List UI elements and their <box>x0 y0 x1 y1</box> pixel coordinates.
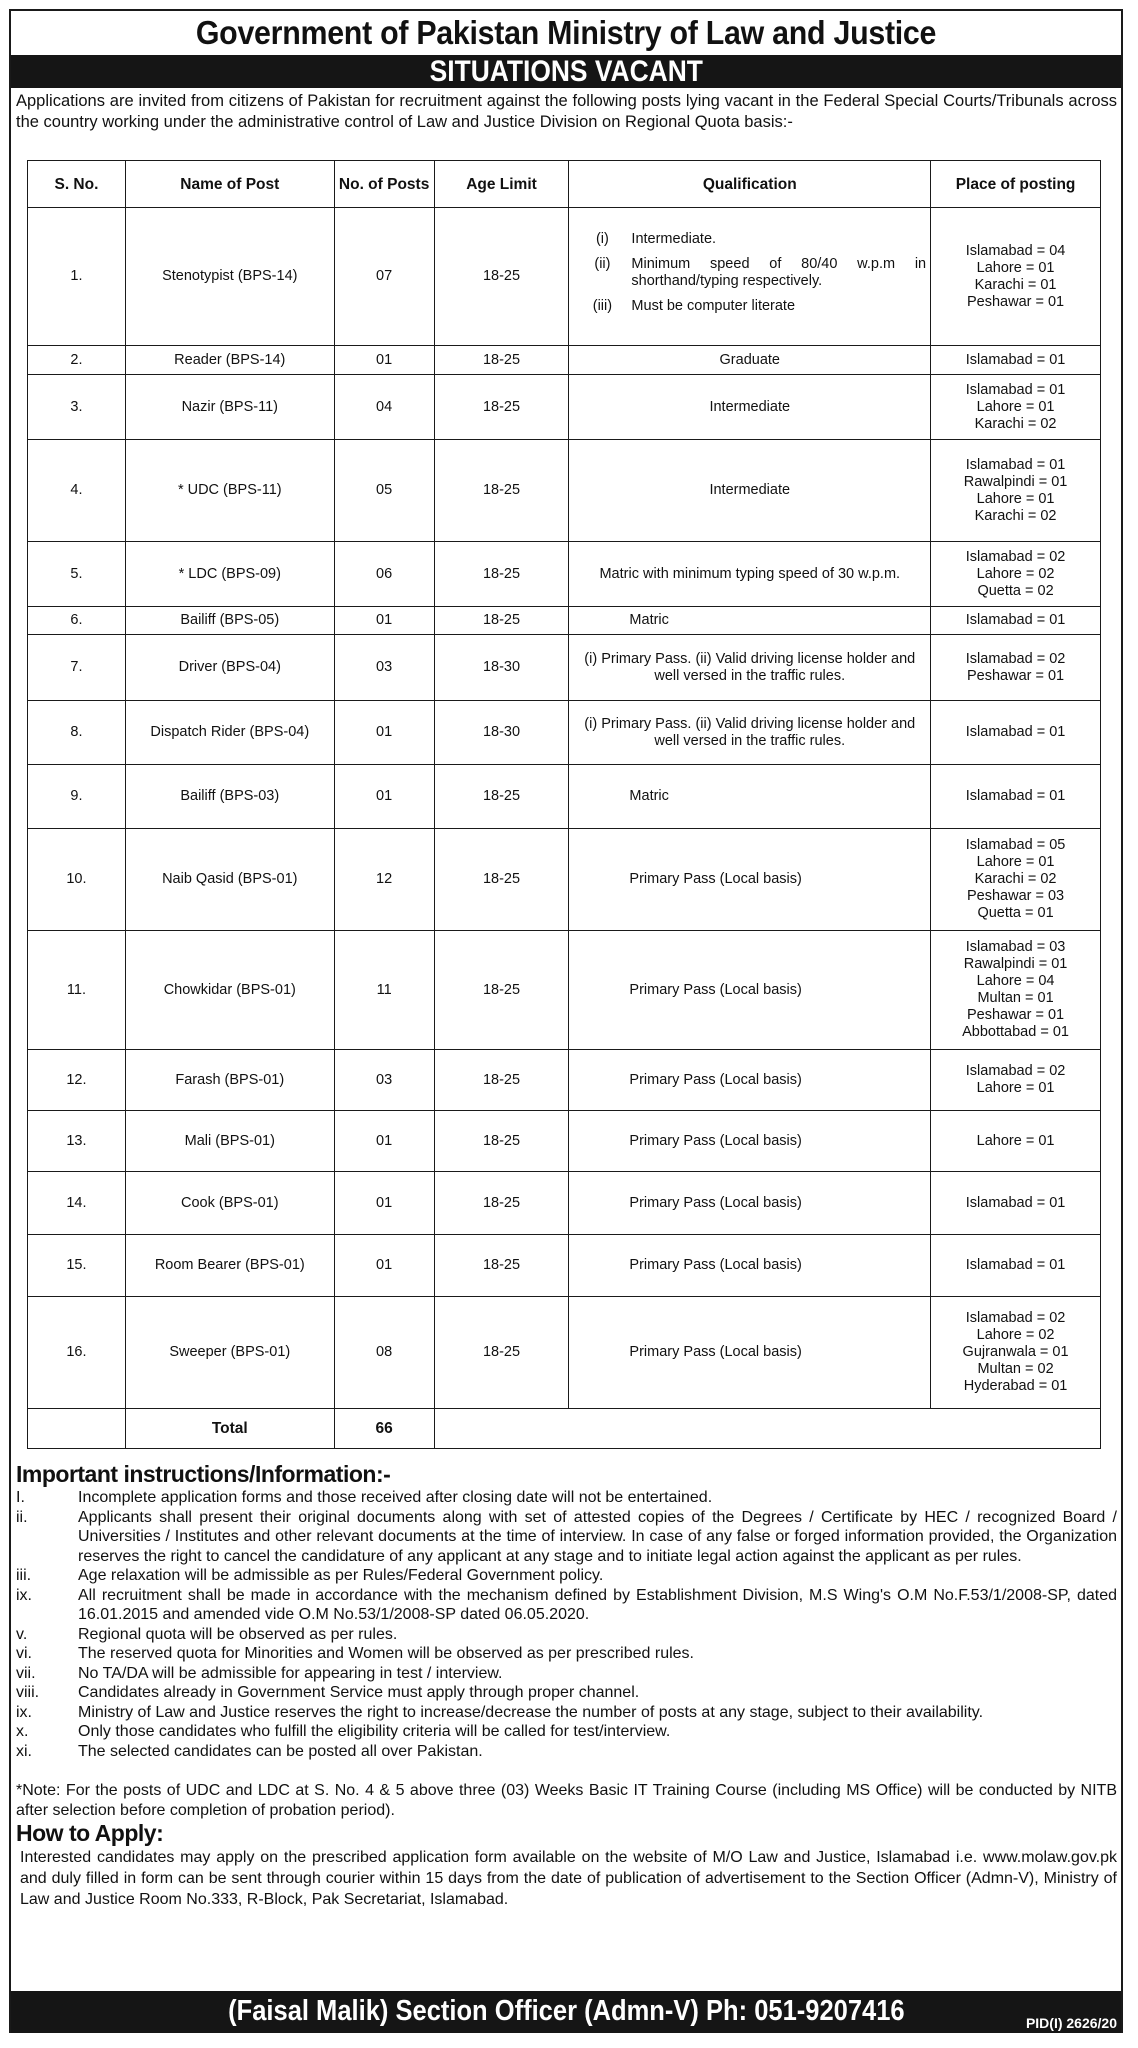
instruction-item <box>16 1566 1117 1586</box>
table-row <box>28 931 1101 1050</box>
cell-sno: 1. <box>28 208 126 346</box>
cell-sno: 3. <box>28 375 126 440</box>
cell-posts: 01 <box>334 346 434 375</box>
cell-qualification: Primary Pass (Local basis) <box>569 1172 931 1235</box>
cell-place <box>931 208 1101 346</box>
place-entry: Islamabad = 02 <box>965 548 1066 565</box>
place-entry: Lahore = 01 <box>976 854 1055 870</box>
cell-posts: 01 <box>334 1235 434 1297</box>
instruction-text: Applicants shall present their original documents along with set of attested copies of the Degrees / Certificate by HEC / recognized Board / Universities / Institutes and other relevant documents at the time of interview. In case of any false or forged information provided, the Organization reserves the right to cancel the candidature of any applicant at any stage and to initiate legal action against the applicant as per rules. <box>78 1508 1117 1565</box>
cell-post: Reader (BPS-14) <box>125 346 334 375</box>
cell-posts: 01 <box>334 701 434 765</box>
qualification-number: (i) <box>595 230 609 247</box>
instruction-number: v. <box>16 1625 28 1643</box>
cell-qualification: Primary Pass (Local basis) <box>569 1111 931 1172</box>
place-entry: Peshawar = 03 <box>966 888 1065 904</box>
qualification-text: Intermediate. <box>631 230 717 247</box>
instruction-number: xi. <box>16 1742 32 1760</box>
qualification-item <box>573 298 926 315</box>
place-entry: Islamabad = 01 <box>965 788 1066 804</box>
cell-qualification: Intermediate <box>569 375 931 440</box>
place-entry: Peshawar = 01 <box>966 1007 1065 1023</box>
cell-age: 18-25 <box>434 208 569 346</box>
cell-post: Naib Qasid (BPS-01) <box>125 829 334 931</box>
col-header-qualification: Qualification <box>569 161 931 208</box>
qualification-number: (ii) <box>594 255 611 272</box>
instruction-item <box>16 1508 1117 1567</box>
cell-posts: 03 <box>334 1050 434 1111</box>
cell-qualification: Primary Pass (Local basis) <box>569 829 931 931</box>
place-entry: Lahore = 01 <box>976 398 1055 415</box>
total-blank <box>28 1409 126 1449</box>
place-entry: Islamabad = 01 <box>965 612 1066 628</box>
instruction-item <box>16 1586 1117 1625</box>
contact-text: (Faisal Malik) Section Officer (Admn-V) Ph: 051-9207416 <box>227 1995 905 2027</box>
table-row <box>28 607 1101 635</box>
table-row <box>28 829 1101 931</box>
cell-sno: 7. <box>28 635 126 701</box>
cell-posts: 01 <box>334 607 434 635</box>
cell-post: * UDC (BPS-11) <box>125 440 334 542</box>
place-entry: Lahore = 02 <box>976 1327 1055 1343</box>
place-entry: Islamabad = 01 <box>965 1194 1066 1211</box>
place-entry: Multan = 02 <box>977 1361 1054 1377</box>
instruction-item <box>16 1488 1117 1508</box>
cell-age: 18-25 <box>434 829 569 931</box>
place-entry: Islamabad = 03 <box>965 939 1066 955</box>
cell-post: Chowkidar (BPS-01) <box>125 931 334 1050</box>
cell-sno: 15. <box>28 1235 126 1297</box>
instruction-item <box>16 1722 1117 1742</box>
cell-qualification <box>569 208 931 346</box>
place-entry: Rawalpindi = 01 <box>963 473 1068 490</box>
table-row <box>28 1297 1101 1409</box>
cell-place <box>931 1235 1101 1297</box>
place-entry: Islamabad = 02 <box>965 1310 1066 1326</box>
cell-place <box>931 701 1101 765</box>
cell-post: Sweeper (BPS-01) <box>125 1297 334 1409</box>
banner <box>11 55 1121 88</box>
total-empty <box>434 1409 1100 1449</box>
table-row <box>28 1235 1101 1297</box>
page-title: Government of Pakistan Ministry of Law and Justice <box>195 14 937 51</box>
cell-qualification: Primary Pass (Local basis) <box>569 1235 931 1297</box>
cell-posts: 03 <box>334 635 434 701</box>
cell-qualification: Matric <box>569 765 931 829</box>
instruction-text: The selected candidates can be posted all over Pakistan. <box>78 1742 483 1760</box>
cell-sno: 6. <box>28 607 126 635</box>
table-row <box>28 208 1101 346</box>
place-entry: Islamabad = 01 <box>965 724 1066 740</box>
cell-post: Driver (BPS-04) <box>125 635 334 701</box>
cell-place <box>931 607 1101 635</box>
advertisement-frame <box>9 9 1123 2033</box>
col-header-age: Age Limit <box>434 161 569 208</box>
table-header-row <box>28 161 1101 208</box>
vacancies-table <box>27 160 1101 1449</box>
table-row <box>28 440 1101 542</box>
cell-sno: 16. <box>28 1297 126 1409</box>
qualification-item <box>573 231 926 248</box>
instruction-text: Age relaxation will be admissible as per Rules/Federal Government policy. <box>78 1567 604 1584</box>
cell-post: Mali (BPS-01) <box>125 1111 334 1172</box>
qualification-text: Must be computer literate <box>631 297 796 314</box>
how-to-apply-text: Interested candidates may apply on the prescribed application form available on the website of M/O Law and Justice, Islamabad i.e. www.molaw.gov.pk and duly filled in form can be sent through courier within 15 days from the date of publication of advertisement to the Section Officer (Admn-V), Ministry of Law and Justice Room No.333, R-Block, Pak Secretariat, Islamabad. <box>20 1849 1117 1908</box>
cell-place <box>931 765 1101 829</box>
place-entry: Gujranwala = 01 <box>962 1344 1069 1360</box>
place-entry: Peshawar = 01 <box>966 293 1065 310</box>
table-row <box>28 1050 1101 1111</box>
cell-qualification: Matric with minimum typing speed of 30 w.p.m. <box>569 542 931 607</box>
cell-age: 18-25 <box>434 542 569 607</box>
cell-post: Bailiff (BPS-05) <box>125 607 334 635</box>
place-entry: Islamabad = 04 <box>965 242 1066 259</box>
col-header-post: Name of Post <box>125 161 334 208</box>
how-to-apply-heading: How to Apply: <box>16 1820 164 1846</box>
place-entry: Islamabad = 01 <box>965 351 1066 368</box>
total-value: 66 <box>334 1409 434 1449</box>
cell-place <box>931 1172 1101 1235</box>
cell-post: Stenotypist (BPS-14) <box>125 208 334 346</box>
note: *Note: For the posts of UDC and LDC at S. No. 4 & 5 above three (03) Weeks Basic IT Training Course (including MS Office) will be conducted by NITB after selection before completion of probation period). <box>16 1782 1117 1819</box>
instruction-number: ix. <box>16 1703 32 1721</box>
cell-age: 18-30 <box>434 701 569 765</box>
cell-place <box>931 635 1101 701</box>
cell-post: Farash (BPS-01) <box>125 1050 334 1111</box>
place-entry: Islamabad = 05 <box>965 837 1066 853</box>
cell-age: 18-25 <box>434 375 569 440</box>
cell-posts: 06 <box>334 542 434 607</box>
total-row <box>28 1409 1101 1449</box>
place-entry: Islamabad = 01 <box>965 1257 1066 1273</box>
instruction-number: iii. <box>16 1567 32 1584</box>
cell-qualification: Primary Pass (Local basis) <box>569 931 931 1050</box>
place-entry: Hyderabad = 01 <box>963 1378 1068 1394</box>
cell-qualification: (i) Primary Pass. (ii) Valid driving license holder and well versed in the traffic rules. <box>569 635 931 701</box>
table-row <box>28 701 1101 765</box>
place-entry: Quetta = 01 <box>977 905 1054 921</box>
instruction-text: The reserved quota for Minorities and Women will be observed as per prescribed rules. <box>78 1645 694 1662</box>
cell-sno: 9. <box>28 765 126 829</box>
place-entry: Karachi = 02 <box>974 415 1057 432</box>
cell-place <box>931 829 1101 931</box>
cell-sno: 4. <box>28 440 126 542</box>
cell-qualification: Primary Pass (Local basis) <box>569 1050 931 1111</box>
place-entry: Lahore = 04 <box>976 973 1055 989</box>
cell-age: 18-25 <box>434 931 569 1050</box>
place-entry: Lahore = 01 <box>976 1132 1055 1149</box>
instruction-text: No TA/DA will be admissible for appearing in test / interview. <box>78 1664 503 1682</box>
cell-posts: 01 <box>334 1172 434 1235</box>
cell-place <box>931 440 1101 542</box>
place-entry: Islamabad = 02 <box>965 1063 1066 1079</box>
cell-sno: 2. <box>28 346 126 375</box>
cell-posts: 08 <box>334 1297 434 1409</box>
place-entry: Rawalpindi = 01 <box>963 956 1068 972</box>
cell-posts: 12 <box>334 829 434 931</box>
cell-post: Room Bearer (BPS-01) <box>125 1235 334 1297</box>
cell-age: 18-25 <box>434 346 569 375</box>
cell-age: 18-25 <box>434 1050 569 1111</box>
instruction-text: Candidates already in Government Service must apply through proper channel. <box>78 1684 640 1701</box>
instruction-text: Incomplete application forms and those received after closing date will not be entertained. <box>78 1489 713 1506</box>
instruction-text: Ministry of Law and Justice reserves the right to increase/decrease the number of posts at any stage, subject to their availability. <box>78 1703 984 1721</box>
instruction-text: Only those candidates who fulfill the eligibility criteria will be called for test/interview. <box>78 1723 671 1740</box>
cell-qualification: Primary Pass (Local basis) <box>569 1297 931 1409</box>
footer-band <box>11 1991 1121 2033</box>
cell-age: 18-25 <box>434 765 569 829</box>
table-row <box>28 635 1101 701</box>
instruction-item <box>16 1664 1117 1684</box>
cell-sno: 12. <box>28 1050 126 1111</box>
cell-post: Dispatch Rider (BPS-04) <box>125 701 334 765</box>
cell-posts: 05 <box>334 440 434 542</box>
instruction-number: viii. <box>16 1684 40 1701</box>
place-entry: Quetta = 02 <box>977 582 1054 599</box>
place-entry: Multan = 01 <box>977 990 1054 1006</box>
cell-posts: 07 <box>334 208 434 346</box>
table-row <box>28 765 1101 829</box>
cell-sno: 13. <box>28 1111 126 1172</box>
place-entry: Islamabad = 01 <box>965 456 1066 473</box>
cell-posts: 01 <box>334 765 434 829</box>
qualification-item <box>573 256 926 290</box>
table-row <box>28 1111 1101 1172</box>
cell-qualification: Graduate <box>569 346 931 375</box>
cell-age: 18-25 <box>434 440 569 542</box>
table-row <box>28 375 1101 440</box>
cell-post: Nazir (BPS-11) <box>125 375 334 440</box>
cell-post: Bailiff (BPS-03) <box>125 765 334 829</box>
cell-place <box>931 1050 1101 1111</box>
instruction-number: I. <box>16 1489 25 1506</box>
cell-sno: 14. <box>28 1172 126 1235</box>
instruction-number: ii. <box>16 1508 28 1526</box>
cell-place <box>931 1297 1101 1409</box>
cell-place <box>931 1111 1101 1172</box>
cell-qualification: (i) Primary Pass. (ii) Valid driving license holder and well versed in the traffic rules. <box>569 701 931 765</box>
cell-posts: 04 <box>334 375 434 440</box>
cell-post: Cook (BPS-01) <box>125 1172 334 1235</box>
place-entry: Karachi = 02 <box>974 507 1057 524</box>
cell-sno: 10. <box>28 829 126 931</box>
cell-age: 18-25 <box>434 1235 569 1297</box>
place-entry: Abbottabad = 01 <box>962 1024 1069 1040</box>
cell-sno: 8. <box>28 701 126 765</box>
place-entry: Islamabad = 01 <box>965 381 1066 398</box>
place-entry: Lahore = 02 <box>976 565 1055 582</box>
place-entry: Lahore = 01 <box>976 259 1055 276</box>
table-row <box>28 542 1101 607</box>
banner-text: SITUATIONS VACANT <box>429 55 703 88</box>
intro-paragraph: Applications are invited from citizens of Pakistan for recruitment against the following posts lying vacant in the Federal Special Courts/Tribunals across the country working under the administrative control of Law and Justice Division on Regional Quota basis:- <box>16 92 1117 131</box>
instruction-number: ix. <box>16 1586 32 1604</box>
place-entry: Lahore = 01 <box>976 490 1055 507</box>
cell-age: 18-30 <box>434 635 569 701</box>
instruction-item <box>16 1644 1117 1664</box>
qualification-text: Minimum speed of 80/40 w.p.m in shorthand/typing respectively. <box>631 255 927 289</box>
place-entry: Karachi = 02 <box>974 871 1057 887</box>
cell-sno: 11. <box>28 931 126 1050</box>
col-header-place: Place of posting <box>931 161 1101 208</box>
pid-number: PID(I) 2626/20 <box>1025 2015 1117 2031</box>
instructions-heading: Important instructions/Information:- <box>16 1461 391 1487</box>
cell-place <box>931 542 1101 607</box>
instruction-number: vi. <box>16 1645 32 1662</box>
instructions-section <box>16 1461 1117 1910</box>
cell-post: * LDC (BPS-09) <box>125 542 334 607</box>
cell-qualification: Matric <box>569 607 931 635</box>
cell-posts: 01 <box>334 1111 434 1172</box>
cell-place <box>931 375 1101 440</box>
total-label: Total <box>125 1409 334 1449</box>
cell-age: 18-25 <box>434 1297 569 1409</box>
instruction-number: x. <box>16 1723 29 1740</box>
instruction-text: All recruitment shall be made in accordance with the mechanism defined by Establishment Division, M.S Wing's O.M No.F.53/1/2008-SP, dated 16.01.2015 and amended vide O.M No.53/1/2008-SP dated 06.05.2020. <box>78 1586 1117 1623</box>
table-row <box>28 346 1101 375</box>
cell-place <box>931 931 1101 1050</box>
place-entry: Karachi = 01 <box>974 276 1057 293</box>
cell-posts: 11 <box>334 931 434 1050</box>
place-entry: Islamabad = 02 <box>965 650 1066 667</box>
footer-contact <box>11 1991 1121 2031</box>
cell-age: 18-25 <box>434 1172 569 1235</box>
cell-age: 18-25 <box>434 607 569 635</box>
instruction-item <box>16 1703 1117 1723</box>
cell-sno: 5. <box>28 542 126 607</box>
instruction-item <box>16 1625 1117 1645</box>
cell-age: 18-25 <box>434 1111 569 1172</box>
place-entry: Lahore = 01 <box>976 1080 1055 1096</box>
qualification-number: (iii) <box>592 297 613 314</box>
cell-qualification: Intermediate <box>569 440 931 542</box>
instruction-item <box>16 1683 1117 1703</box>
table-row <box>28 1172 1101 1235</box>
instructions-list <box>16 1488 1117 1761</box>
place-entry: Peshawar = 01 <box>966 667 1065 684</box>
instruction-number: vii. <box>16 1664 36 1682</box>
cell-place <box>931 346 1101 375</box>
instruction-item <box>16 1742 1117 1762</box>
col-header-sno: S. No. <box>28 161 126 208</box>
col-header-posts: No. of Posts <box>334 161 434 208</box>
instruction-text: Regional quota will be observed as per rules. <box>78 1625 398 1643</box>
